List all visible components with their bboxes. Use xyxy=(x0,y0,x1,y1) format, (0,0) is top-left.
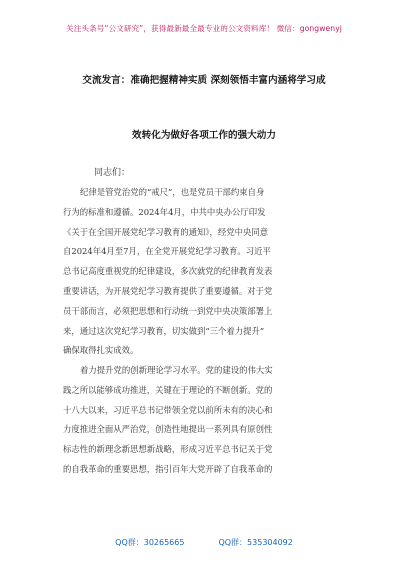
paragraph-line: 行为的标准和遵循。2024年4月，中共中央办公厅印发 xyxy=(63,206,266,217)
paragraph-line: 重要讲话，为开展党纪学习教育提供了重要遵循。对于党 xyxy=(63,285,273,296)
paragraph-line: 的自我革命的重要思想，指引百年大党开辟了自我革命的 xyxy=(63,463,273,474)
paragraph-line: 标志性的新理念新思想新战略，形成习近平总书记关于党 xyxy=(63,444,273,455)
footer-qq-group-1: QQ群：30265665 xyxy=(115,538,185,547)
paragraph-line: 十八大以来，习近平总书记带领全党以前所未有的决心和 xyxy=(63,404,273,415)
paragraph-line: 着力提升党的创新理论学习水平。党的建设的伟大实 xyxy=(80,365,273,375)
paragraph-line: 践之所以能够成功推进，关键在于理论的不断创新。党的 xyxy=(63,384,273,395)
document-title-line-1: 交流发言：准确把握精神实质 深刻领悟丰富内涵将学习成 xyxy=(82,75,326,86)
footer-qq-group-2: QQ群：535304092 xyxy=(218,538,293,547)
footer-contact xyxy=(0,537,408,548)
paragraph-line: 《关于在全国开展党纪学习教育的通知》，经党中央同意 xyxy=(63,226,269,237)
greeting: 同志们： xyxy=(94,168,131,178)
paragraph-line: 自2024年4月至7月，在全党开展党纪学习教育。习近平 xyxy=(63,246,271,257)
document-title-line-2: 效转化为做好各项工作的强大动力 xyxy=(132,130,276,141)
paragraph-line: 纪律是管党治党的“戒尺”，也是党员干部约束自身 xyxy=(80,187,265,197)
paragraph-line: 来，通过这次党纪学习教育，切实做到“三个着力提升” xyxy=(63,325,265,336)
header-banner: 关注头条号“公文研究”，获得最新最全最专业的公文资料库！ 微信：gongwenyj xyxy=(66,24,342,33)
paragraph-1 xyxy=(63,183,348,361)
paragraph-line: 力度推进全面从严治党，创造性地提出一系列具有原创性 xyxy=(63,424,273,435)
paragraph-line: 确保取得扎实成效。 xyxy=(63,345,139,356)
paragraph-line: 总书记高度重视党的纪律建设，多次就党的纪律教育发表 xyxy=(63,266,273,277)
paragraph-line: 员干部而言，必须把思想和行动统一到党中央决策部署上 xyxy=(63,305,273,316)
paragraph-2 xyxy=(63,361,348,480)
